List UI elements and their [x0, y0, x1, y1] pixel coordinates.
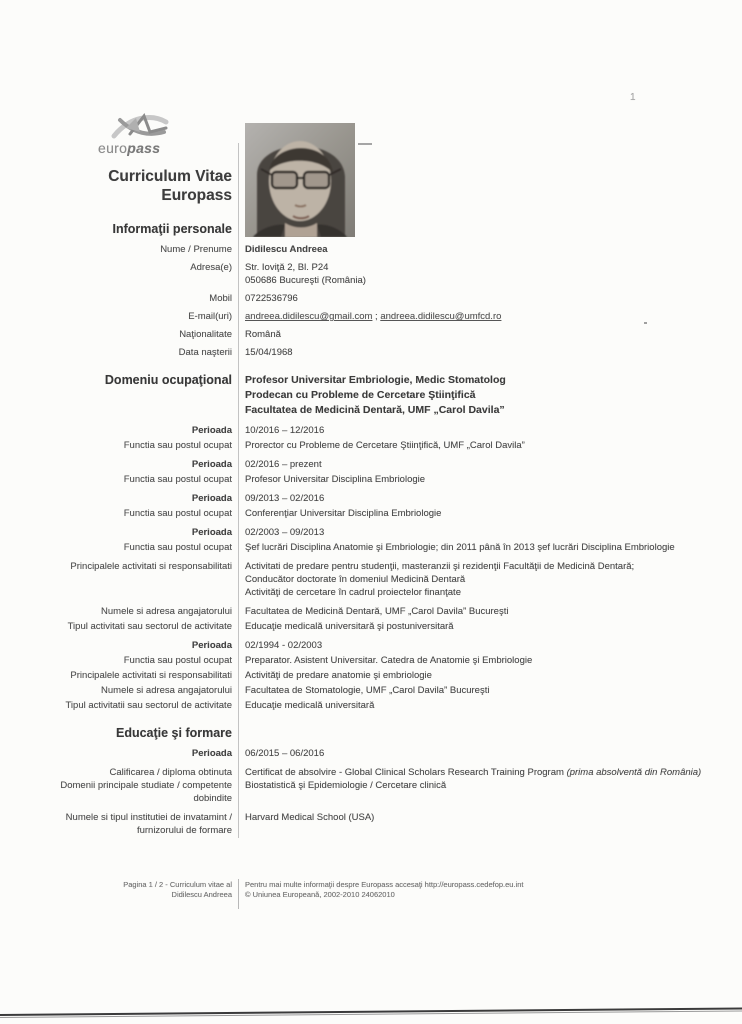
label-line: Principalele activitati si responsabilitati	[70, 670, 232, 681]
row-label	[0, 811, 238, 837]
cv-row	[0, 605, 742, 618]
row-value	[238, 292, 742, 305]
cv-row	[0, 766, 742, 805]
text-segment: 10/2016 – 12/2016	[245, 425, 325, 436]
text-segment: Facultatea de Medicină Dentară, UMF „Carol Davila” Bucureşti	[245, 606, 509, 617]
label-line: Perioada	[191, 493, 232, 504]
row-label	[0, 747, 238, 760]
row-label	[0, 292, 238, 305]
cv-row	[0, 560, 742, 599]
text-segment: 06/2015 – 06/2016	[245, 748, 325, 759]
row-label	[0, 654, 238, 667]
title-line-2: Europass	[161, 187, 232, 204]
label-line: Tipul activitatii sau sectorul de activitate	[65, 700, 232, 711]
value-line	[245, 586, 720, 599]
row-label	[0, 473, 238, 486]
value-line	[245, 261, 720, 274]
text-segment: Activităţi de predare anatomie şi embriologie	[245, 670, 432, 681]
row-value	[238, 560, 742, 599]
row-label	[0, 639, 238, 652]
footer-europass-info: Pentru mai multe informaţii despre Europass accesaţi http://europass.cedefop.eu.int	[245, 880, 524, 889]
value-line	[245, 541, 720, 554]
value-line	[245, 526, 720, 539]
row-value	[238, 439, 742, 452]
logo-pass: pass	[127, 140, 161, 156]
row-value	[238, 492, 742, 505]
cv-row	[0, 243, 742, 256]
value-line	[245, 507, 720, 520]
row-value	[238, 699, 742, 712]
row-label	[0, 492, 238, 505]
text-segment: Conferenţiar Universitar Disciplina Embriologie	[245, 508, 442, 519]
row-value	[238, 684, 742, 697]
value-line	[245, 292, 720, 305]
text-segment: Preparator. Asistent Universitar. Catedra de Anatomie şi Embriologie	[245, 655, 533, 666]
cv-row	[0, 328, 742, 341]
section-heading	[0, 726, 238, 741]
label-line: Perioada	[191, 640, 232, 651]
row-label	[0, 439, 238, 452]
document-title	[0, 167, 232, 205]
text-segment: Activitati de predare pentru studenţii, masteranzii şi rezidenţii Facultăţii de Medicină Dentară;	[245, 561, 635, 572]
label-line: Mobil	[209, 293, 232, 304]
section-heading-value	[238, 222, 742, 237]
text-segment: Certificat de absolvire - Global Clinical Scholars Research Training Program	[245, 767, 567, 778]
value-line	[245, 747, 720, 760]
text-segment: 050686 Bucureşti (România)	[245, 275, 366, 286]
heading-line: Educaţie şi formare	[115, 726, 232, 740]
cv-row	[0, 639, 742, 652]
heading-line: Informaţii personale	[112, 222, 232, 236]
label-line: Numele si tipul institutiei de invatamint /	[65, 812, 232, 823]
row-label	[0, 261, 238, 287]
text-segment: Şef lucrări Disciplina Anatomie şi Embriologie; din 2011 până în 2013 şef lucrări Disciplina Embriologie	[245, 542, 675, 553]
label-line: Data naşterii	[178, 347, 232, 358]
row-value	[238, 458, 742, 471]
text-segment: 0722536796	[245, 293, 298, 304]
cv-row	[0, 346, 742, 359]
cv-row	[0, 458, 742, 471]
row-label	[0, 684, 238, 697]
label-line: Numele si adresa angajatorului	[101, 606, 232, 617]
value-line	[245, 620, 720, 633]
footer-page-info: Pagina 1 / 2 - Curriculum vitae al	[123, 880, 232, 889]
value-line	[245, 560, 720, 573]
section-heading	[0, 373, 238, 418]
label-line: Nume / Prenume	[160, 244, 232, 255]
cv-row	[0, 699, 742, 712]
label-line: furnizorului de formare	[136, 825, 232, 836]
value-line	[245, 605, 720, 618]
label-line: Tipul activitati sau sectorul de activitate	[67, 621, 232, 632]
section-heading	[0, 222, 238, 237]
cv-row	[0, 620, 742, 633]
section-heading-value	[238, 726, 742, 741]
section-row-domeniu-ocupational	[0, 373, 742, 418]
value-line	[245, 684, 720, 697]
row-value	[238, 346, 742, 359]
label-line: Functia sau postul ocupat	[123, 508, 232, 519]
row-value	[238, 261, 742, 287]
value-line	[245, 473, 720, 486]
logo-euro: euro	[98, 140, 128, 156]
row-value	[238, 669, 742, 682]
label-line: dobindite	[193, 793, 232, 804]
row-label	[0, 507, 238, 520]
row-value	[238, 507, 742, 520]
title-line-1: Curriculum Vitae	[108, 168, 232, 185]
row-value	[238, 654, 742, 667]
text-segment: Educaţie medicală universitară	[245, 700, 375, 711]
scan-artifact-speck	[644, 322, 647, 324]
text-segment: 02/2003 – 09/2013	[245, 527, 325, 538]
text-segment: 02/1994 - 02/2003	[245, 640, 323, 651]
text-segment: Activităţi de cercetare în cadrul proiectelor finanţate	[245, 587, 461, 598]
value-line	[245, 328, 720, 341]
row-label	[0, 541, 238, 554]
row-value	[238, 473, 742, 486]
row-value	[238, 766, 742, 805]
cv-body	[0, 222, 742, 839]
cv-row	[0, 492, 742, 505]
cv-row	[0, 669, 742, 682]
text-segment: 02/2016 – prezent	[245, 459, 322, 470]
footer-cv-owner: Didilescu Andreea	[171, 890, 232, 899]
page-footer	[0, 880, 742, 900]
row-value	[238, 541, 742, 554]
text-segment: Facultatea de Stomatologie, UMF „Carol Davila” Bucureşti	[245, 685, 490, 696]
row-value	[238, 243, 742, 256]
email-link: andreea.didilescu@umfcd.ro	[380, 311, 502, 322]
cv-row	[0, 811, 742, 837]
value-line	[245, 310, 720, 323]
label-line: Numele si adresa angajatorului	[101, 685, 232, 696]
value-line	[245, 243, 720, 256]
row-label	[0, 458, 238, 471]
value-line	[245, 492, 720, 505]
page-number: 1	[630, 92, 636, 103]
row-label	[0, 699, 238, 712]
text-segment: Biostatistică şi Epidemiologie / Cercetare clinică	[245, 780, 447, 791]
label-line: Functia sau postul ocupat	[123, 440, 232, 451]
value-line	[245, 458, 720, 471]
row-value	[238, 620, 742, 633]
cv-row	[0, 507, 742, 520]
cv-row	[0, 473, 742, 486]
text-segment: Conducător doctorate în domeniul Medicină Dentară	[245, 574, 466, 585]
label-line: Domenii principale studiate / competente	[60, 780, 232, 791]
value-line	[245, 779, 720, 792]
value-line	[245, 388, 720, 403]
text-segment: Didilescu Andreea	[245, 244, 328, 255]
row-label	[0, 560, 238, 599]
cv-row	[0, 541, 742, 554]
value-line	[245, 274, 720, 287]
label-line: Adresa(e)	[190, 262, 232, 273]
scan-artifact-dash	[358, 143, 372, 145]
value-line	[245, 669, 720, 682]
row-label	[0, 669, 238, 682]
label-line: Perioada	[191, 425, 232, 436]
row-label	[0, 526, 238, 539]
text-segment: 09/2013 – 02/2016	[245, 493, 325, 504]
row-label	[0, 620, 238, 633]
section-row-informatii-personale	[0, 222, 742, 237]
row-value	[238, 310, 742, 323]
cv-row	[0, 292, 742, 305]
label-line: Calificarea / diploma obtinuta	[109, 767, 232, 778]
text-segment: 15/04/1968	[245, 347, 293, 358]
label-line: Perioada	[191, 459, 232, 470]
value-line	[245, 639, 720, 652]
section-row-educatie-si-formare	[0, 726, 742, 741]
row-value	[238, 811, 742, 837]
value-line	[245, 403, 720, 418]
cv-row	[0, 261, 742, 287]
text-segment: Română	[245, 329, 281, 340]
row-label	[0, 766, 238, 805]
heading-line: Domeniu ocupaţional	[104, 373, 232, 387]
row-label	[0, 346, 238, 359]
footer-left	[0, 880, 238, 900]
value-line	[245, 373, 720, 388]
row-value	[238, 639, 742, 652]
portrait-photo	[245, 123, 355, 237]
cv-row	[0, 684, 742, 697]
cv-row	[0, 310, 742, 323]
row-value	[238, 526, 742, 539]
cv-row	[0, 439, 742, 452]
text-segment: (prima absolventă din România)	[566, 767, 702, 778]
cv-row	[0, 654, 742, 667]
label-line: E-mail(uri)	[188, 311, 232, 322]
europass-wordmark	[98, 140, 160, 156]
text-segment: ;	[372, 311, 381, 322]
text-segment: Prorector cu Probleme de Cercetare Ştiinţifică, UMF „Carol Davila”	[245, 440, 525, 451]
label-line: Perioada	[191, 748, 232, 759]
cv-row	[0, 424, 742, 437]
value-line	[245, 654, 720, 667]
row-value	[238, 328, 742, 341]
footer-divider-line	[238, 879, 239, 909]
value-line	[245, 439, 720, 452]
row-value	[238, 424, 742, 437]
value-line	[245, 766, 720, 779]
text-segment: Prodecan cu Probleme de Cercetare Ştiinţifică	[245, 389, 476, 401]
label-line: Functia sau postul ocupat	[123, 655, 232, 666]
label-line: Perioada	[191, 527, 232, 538]
row-label	[0, 605, 238, 618]
label-line: Principalele activitati si responsabilitati	[70, 561, 232, 572]
value-line	[245, 811, 720, 824]
text-segment: Educaţie medicală universitară şi postuniversitară	[245, 621, 454, 632]
text-segment: Facultatea de Medicină Dentară, UMF „Carol Davila”	[245, 404, 505, 416]
value-line	[245, 573, 720, 586]
footer-copyright: © Uniunea Europeană, 2002-2010 24062010	[245, 890, 395, 899]
cv-row	[0, 747, 742, 760]
label-line: Functia sau postul ocupat	[123, 474, 232, 485]
label-line: Naţionalitate	[179, 329, 232, 340]
value-line	[245, 424, 720, 437]
label-line: Functia sau postul ocupat	[123, 542, 232, 553]
section-heading-value	[238, 373, 742, 418]
row-label	[0, 424, 238, 437]
row-label	[0, 328, 238, 341]
text-segment: Str. Ioviţă 2, Bl. P24	[245, 262, 329, 273]
europass-logo-icon	[100, 112, 190, 164]
footer-right	[238, 880, 742, 900]
row-value	[238, 605, 742, 618]
value-line	[245, 346, 720, 359]
row-label	[0, 243, 238, 256]
row-value	[238, 747, 742, 760]
text-segment: Profesor Universitar Disciplina Embriologie	[245, 474, 426, 485]
email-link: andreea.didilescu@gmail.com	[245, 311, 373, 322]
value-line	[245, 699, 720, 712]
cv-row	[0, 526, 742, 539]
text-segment: Harvard Medical School (USA)	[245, 812, 375, 823]
text-segment: Profesor Universitar Embriologie, Medic Stomatolog	[245, 374, 506, 386]
row-label	[0, 310, 238, 323]
